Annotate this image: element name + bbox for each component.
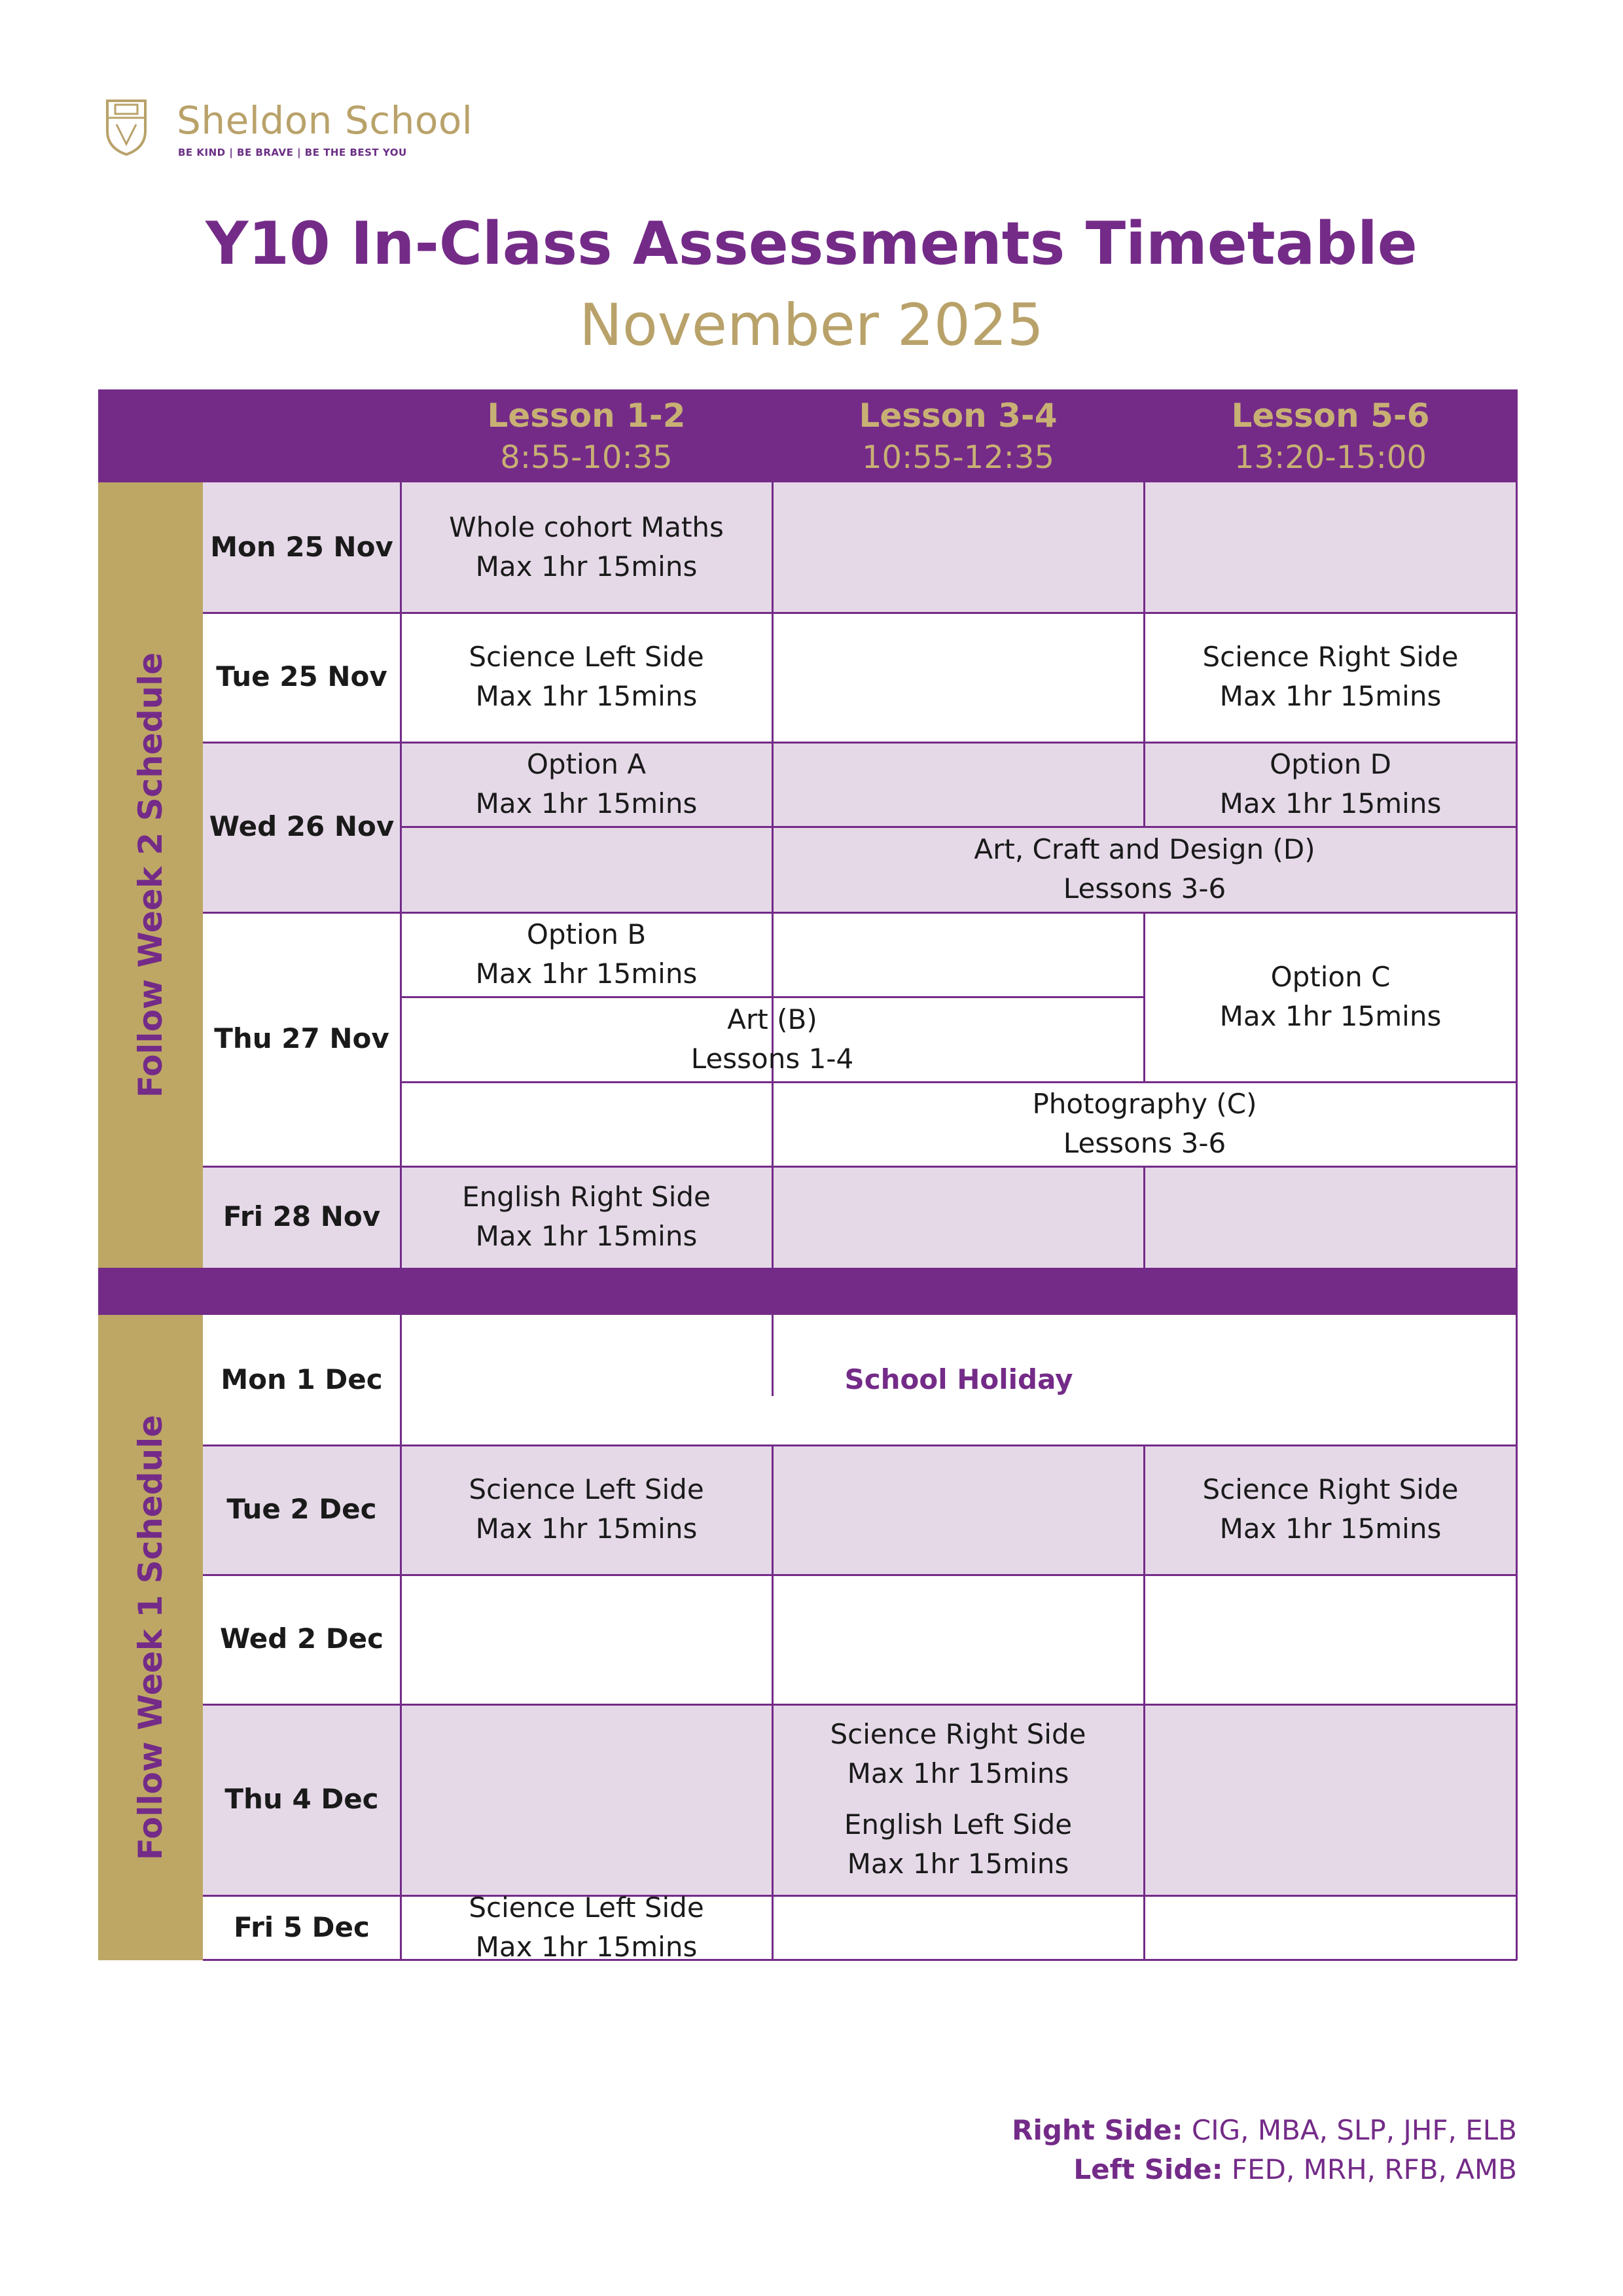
- assessment-art-craft-design: Art, Craft and Design (D) Lessons 3-6: [974, 833, 1315, 905]
- school-holiday: School Holiday: [844, 1363, 1073, 1395]
- column-header-lesson-5-6: Lesson 5-6 13:20-15:00: [1231, 397, 1430, 476]
- legend-right-side: Right Side: CIG, MBA, SLP, JHF, ELB: [1012, 2114, 1517, 2146]
- school-name: Sheldon School: [177, 98, 473, 143]
- column-header-lesson-3-4: Lesson 3-4 10:55-12:35: [859, 397, 1058, 476]
- assessment-option-b: Option B Max 1hr 15mins: [475, 918, 698, 990]
- day-tue-2-dec: Tue 2 Dec: [226, 1493, 377, 1525]
- day-mon-1-dec: Mon 1 Dec: [221, 1363, 383, 1395]
- week-separator-band: [98, 1268, 1517, 1315]
- day-fri-5-dec: Fri 5 Dec: [234, 1911, 370, 1943]
- side-legend: [1012, 2111, 1517, 2189]
- assessment-science-right-and-english-left: Science Right Side Max 1hr 15mins English Left Side Max 1hr 15mins: [830, 1718, 1086, 1880]
- assessment-timetable: [98, 389, 1517, 2026]
- day-mon-25-nov: Mon 25 Nov: [210, 531, 393, 563]
- assessment-science-right: Science Right Side Max 1hr 15mins: [1202, 1473, 1459, 1545]
- school-crest-icon: [105, 98, 148, 156]
- assessment-science-left: Science Left Side Max 1hr 15mins: [469, 1473, 704, 1545]
- legend-left-side: Left Side: FED, MRH, RFB, AMB: [1073, 2153, 1517, 2185]
- assessment-science-right: Science Right Side Max 1hr 15mins: [1202, 641, 1459, 712]
- day-wed-26-nov: Wed 26 Nov: [209, 810, 395, 842]
- day-thu-4-dec: Thu 4 Dec: [224, 1783, 379, 1815]
- page-title: Y10 In-Class Assessments Timetable: [205, 209, 1418, 278]
- assessment-photography: Photography (C) Lessons 3-6: [1032, 1088, 1257, 1159]
- day-fri-28-nov: Fri 28 Nov: [223, 1200, 381, 1232]
- assessment-maths: Whole cohort Maths Max 1hr 15mins: [449, 511, 724, 583]
- day-wed-2-dec: Wed 2 Dec: [219, 1623, 384, 1655]
- assessment-english-right: English Right Side Max 1hr 15mins: [462, 1181, 711, 1252]
- week-1-label: Follow Week 1 Schedule: [132, 1414, 169, 1861]
- page-subtitle: November 2025: [579, 291, 1044, 359]
- assessment-science-left: Science Left Side Max 1hr 15mins: [469, 641, 704, 712]
- school-logo: [105, 98, 473, 164]
- column-header-lesson-1-2: Lesson 1-2 8:55-10:35: [487, 397, 686, 476]
- assessment-science-left: Science Left Side Max 1hr 15mins: [469, 1892, 704, 1963]
- grid-line: [1143, 1166, 1145, 1268]
- day-thu-27-nov: Thu 27 Nov: [214, 1022, 389, 1054]
- assessment-option-c: Option C Max 1hr 15mins: [1219, 961, 1442, 1032]
- assessment-art-b: Art (B) Lessons 1-4: [690, 1003, 854, 1075]
- week-2-label: Follow Week 2 Schedule: [132, 652, 169, 1098]
- school-tagline: BE KIND | BE BRAVE | BE THE BEST YOU: [178, 147, 407, 158]
- assessment-option-d: Option D Max 1hr 15mins: [1219, 748, 1442, 819]
- assessment-option-a: Option A Max 1hr 15mins: [475, 748, 698, 819]
- day-tue-25-nov: Tue 25 Nov: [216, 660, 387, 692]
